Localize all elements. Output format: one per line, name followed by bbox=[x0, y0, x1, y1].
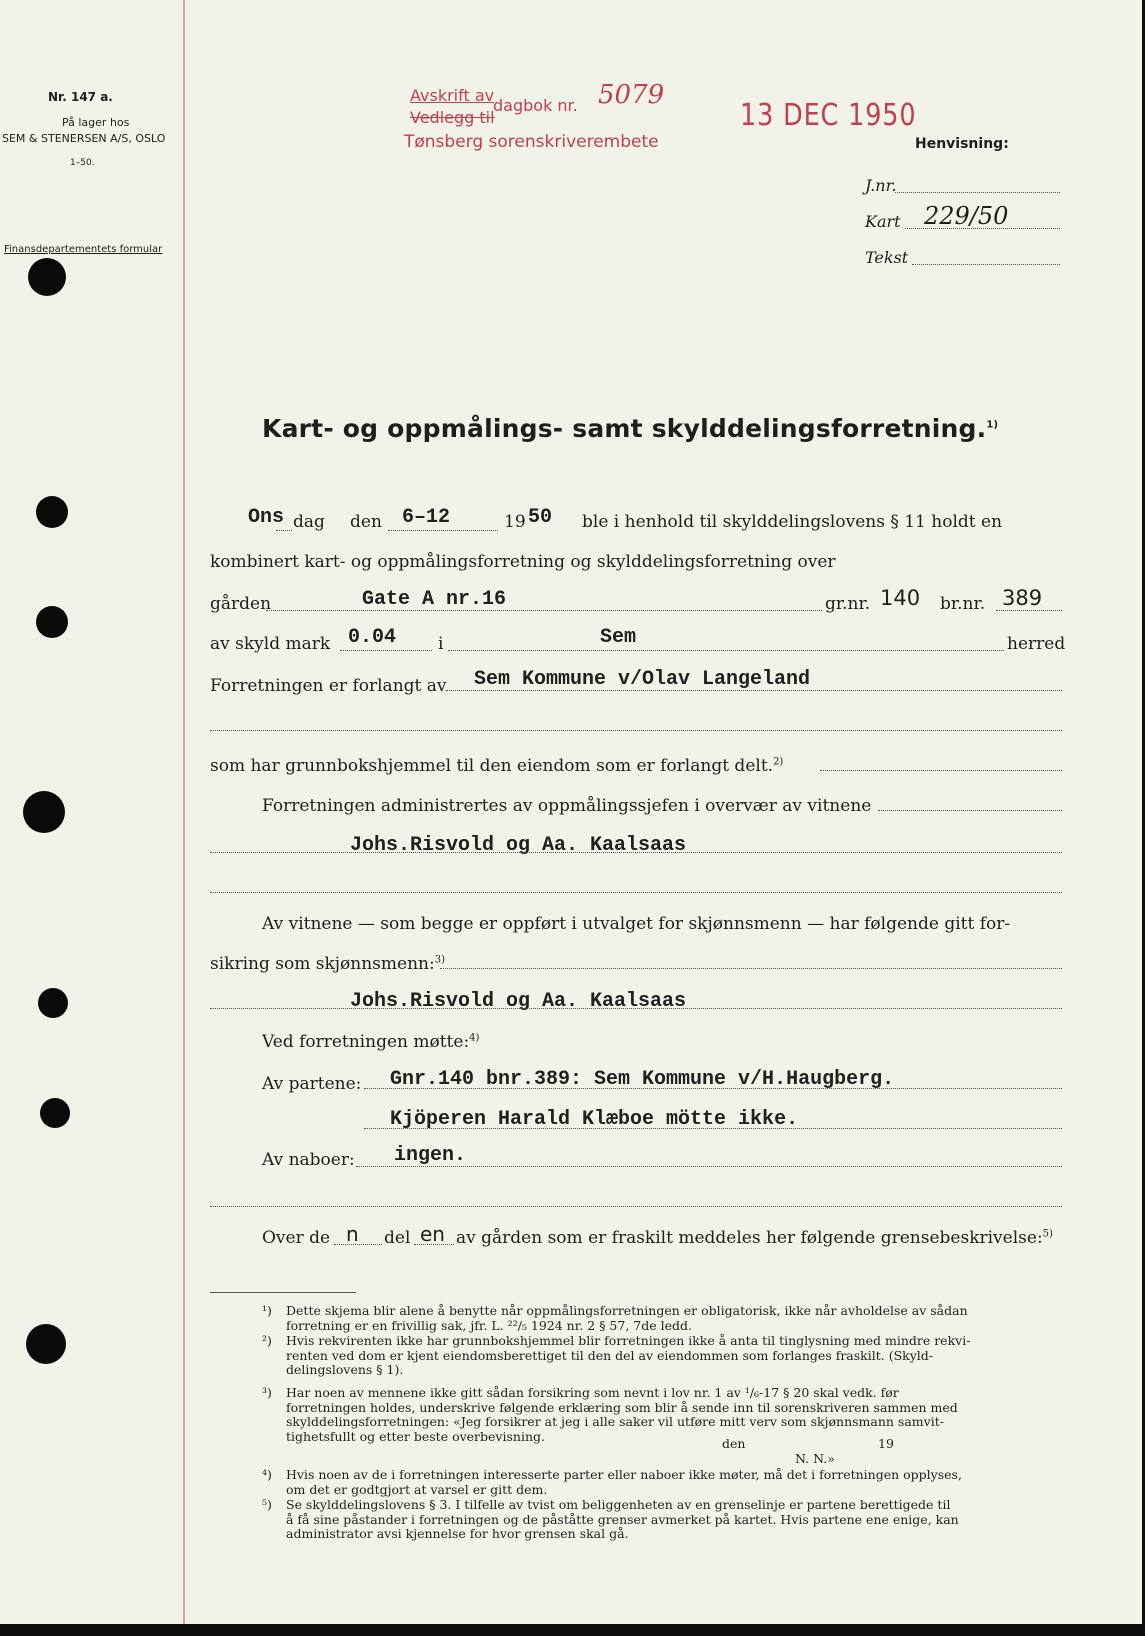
footnote-4: Hvis noen av de i forretningen interesserte parter eller naboer ikke møter, må det i forretningen opplyses, om det er godtgjort at varsel er gitt dem. bbox=[286, 1467, 962, 1497]
boundary-text: av gården som er fraskilt meddeles her følgende grensebeskrivelse:$^{5)}$ bbox=[456, 1228, 1053, 1248]
punch-hole bbox=[26, 1324, 66, 1364]
skyld-value: 0.04 bbox=[348, 626, 397, 649]
punch-hole bbox=[40, 1098, 70, 1128]
footnote-2-marker: ²) bbox=[262, 1333, 272, 1348]
punch-hole bbox=[28, 258, 66, 296]
form-owner: Finansdepartementets formular bbox=[4, 244, 163, 255]
stamp-line1: Avskrift av bbox=[410, 86, 495, 105]
footnote-3-year: 19 bbox=[878, 1436, 894, 1451]
farm-name: Gate A nr.16 bbox=[362, 588, 507, 611]
punch-hole bbox=[23, 791, 65, 833]
requested-by-value: Sem Kommune v/Olav Langeland bbox=[474, 668, 811, 691]
punch-hole bbox=[38, 988, 68, 1018]
footnote-1-marker: ¹) bbox=[262, 1303, 272, 1318]
footnote-2: Hvis rekvirenten ikke har grunnbokshjemmel blir forretningen ikke å anta til tinglysning med mindre rekvi- renten ved dom er kjent eiendomsberettiget til den del av eiendommen som forlanges fraskilt. (Skyld- delingslovens § 1). bbox=[286, 1333, 971, 1377]
footnote-3-signature: N. N.» bbox=[795, 1451, 835, 1466]
footnote-separator bbox=[210, 1292, 356, 1293]
weekday-value: Ons bbox=[248, 506, 285, 529]
parties-label: Av partene: bbox=[262, 1074, 362, 1094]
line-title-holder: som har grunnbokshjemmel til den eiendom som er forlangt delt.$^{2)}$ bbox=[210, 756, 784, 776]
jnr-label: J.nr. bbox=[865, 176, 897, 195]
kart-number: 229/50 bbox=[924, 202, 1009, 230]
footnote-3-marker: ³) bbox=[262, 1385, 272, 1400]
stamp-line2: Vedlegg til bbox=[410, 108, 495, 127]
form-number: Nr. 147 a. bbox=[48, 90, 113, 104]
requested-label: Forretningen er forlangt av bbox=[210, 676, 447, 696]
footnote-3-den: den bbox=[722, 1436, 746, 1451]
skyld-label: av skyld mark bbox=[210, 634, 331, 654]
garden-label: gården bbox=[210, 594, 272, 614]
brnr-value: 389 bbox=[1002, 586, 1043, 610]
tekst-label: Tekst bbox=[865, 248, 909, 267]
year-suffix: 50 bbox=[528, 506, 553, 529]
attended-label: Ved forretningen møtte:$^{4)}$ bbox=[262, 1032, 480, 1052]
brnr-label: br.nr. bbox=[940, 594, 986, 614]
neighbours-label: Av naboer: bbox=[262, 1150, 355, 1170]
footnote-4-marker: ⁴) bbox=[262, 1467, 272, 1482]
form-date: 1–50. bbox=[70, 158, 95, 168]
stock-note: På lager hos bbox=[62, 116, 130, 129]
footnote-3: Har noen av mennene ikke gitt sådan forsikring som nevnt i lov nr. 1 av ¹/₆-17 § 20 skal vedk. før forretningen holdes, underskrive følgende erklæring som blir å sende inn til sorenskriveren sammen med skylddelingsforretningen: «Jeg forsikrer at jeg i alle saker vil utføre mitt verv som skjønnsmann samvit- tighetsfullt og etter beste overbevisning. bbox=[286, 1385, 958, 1444]
page-title: Kart- og oppmålings- samt skylddelingsforretning.$^{1)}$ bbox=[262, 414, 999, 443]
witness-assurance-text2: sikring som skjønnsmenn:$^{3)}$ bbox=[210, 954, 445, 974]
witness-assurance-text: Av vitnene — som begge er oppført i utvalget for skjønnsmenn — har følgende gitt for- bbox=[262, 914, 1011, 934]
over-den-label: Over de bbox=[262, 1228, 331, 1248]
den-label: den bbox=[350, 512, 382, 532]
publisher: SEM & STENERSEN A/S, OSLO bbox=[2, 132, 166, 145]
reference-heading: Henvisning: bbox=[915, 136, 1009, 152]
footnote-5-marker: ⁵) bbox=[262, 1497, 272, 1512]
grnr-value: 140 bbox=[880, 586, 921, 610]
neighbours-value: ingen. bbox=[394, 1144, 467, 1167]
del-label: del bbox=[384, 1228, 411, 1248]
dagbok-number: 5079 bbox=[598, 80, 665, 110]
stamp-office: Tønsberg sorenskriverembete bbox=[404, 132, 659, 152]
part-suffix-1: n bbox=[346, 1222, 359, 1246]
parties-value-1: Gnr.140 bnr.389: Sem Kommune v/H.Haugberg. bbox=[390, 1068, 895, 1091]
herred-label: herred bbox=[1007, 634, 1066, 654]
line2-text: kombinert kart- og oppmålingsforretning og skylddelingsforretning over bbox=[210, 552, 836, 572]
grnr-label: gr.nr. bbox=[825, 594, 871, 614]
stamp-dagbok: dagbok nr. bbox=[493, 96, 578, 115]
parties-value-2: Kjöperen Harald Klæboe mötte ikke. bbox=[390, 1108, 799, 1131]
dag-label: dag bbox=[293, 512, 325, 532]
footnote-1: Dette skjema blir alene å benytte når oppmålingsforretningen er obligatorisk, ikke når avholdelse av sådan forretning er en frivillig sak, jfr. L. ²²/₅ 1924 nr. 2 § 57, 7de ledd. bbox=[286, 1303, 968, 1333]
year-prefix: 19 bbox=[504, 512, 526, 532]
scan-edge-bottom bbox=[0, 1624, 1145, 1636]
margin-line bbox=[183, 0, 185, 1624]
punch-hole bbox=[36, 606, 68, 638]
kart-label: Kart bbox=[865, 212, 901, 231]
punch-hole bbox=[36, 496, 68, 528]
admin-text: Forretningen administrertes av oppmålingssjefen i overvær av vitnene bbox=[262, 796, 872, 816]
footnote-5: Se skylddelingslovens § 3. I tilfelle av tvist om beliggenheten av en grenselinje er partene berettigede til å få sine påstander i forretningen og de påståtte grenser avmerket på kartet. Hvis partene ene enige, kan administrator avsi kjennelse for hvor grensen skal gå. bbox=[286, 1497, 959, 1541]
assessors-value: Johs.Risvold og Aa. Kaalsaas bbox=[350, 990, 687, 1013]
date-stamp: 13 DEC 1950 bbox=[740, 98, 917, 133]
part-suffix-2: en bbox=[420, 1222, 445, 1246]
witnesses-value: Johs.Risvold og Aa. Kaalsaas bbox=[350, 834, 687, 857]
herred-value: Sem bbox=[600, 626, 637, 649]
date-value: 6–12 bbox=[402, 506, 451, 529]
line1-text: ble i henhold til skylddelingslovens § 11 holdt en bbox=[582, 512, 1003, 532]
skyld-i: i bbox=[438, 634, 444, 654]
